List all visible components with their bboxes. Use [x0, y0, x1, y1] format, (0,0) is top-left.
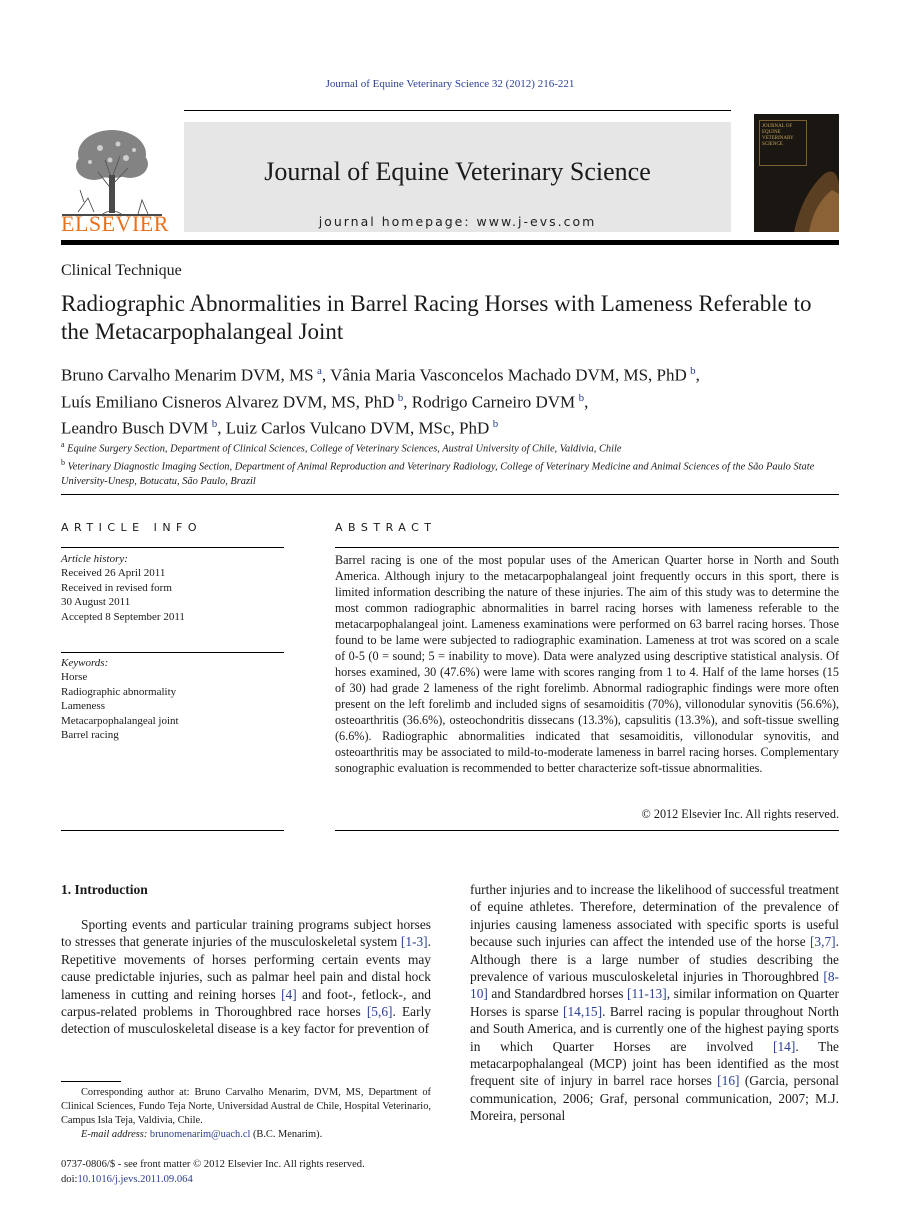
header-thick-rule	[61, 240, 839, 245]
header-rule	[184, 110, 731, 111]
history-item: Received 26 April 2011	[61, 567, 166, 580]
abstract-heading: ABSTRACT	[335, 521, 437, 534]
doi-line	[61, 1173, 441, 1188]
reference-link[interactable]: [1-3]	[400, 934, 428, 950]
author-5-affiliation[interactable]: b	[211, 418, 218, 431]
author-5: Leandro Busch DVM	[61, 418, 209, 438]
keyword: Lameness	[61, 700, 105, 713]
keywords	[61, 656, 284, 742]
doi-label: doi:	[61, 1173, 78, 1185]
author-6: Luiz Carlos Vulcano DVM, MSc, PhD	[225, 418, 490, 438]
article-info-heading: ARTICLE INFO	[61, 521, 203, 534]
email-suffix: (B.C. Menarim).	[250, 1129, 323, 1140]
keyword: Radiographic abnormality	[61, 685, 177, 698]
author-4-affiliation[interactable]: b	[578, 391, 585, 404]
email-label: E-mail address:	[81, 1129, 148, 1140]
reference-link[interactable]: [8-10]	[470, 969, 839, 1002]
keywords-label: Keywords:	[61, 657, 109, 669]
author-separator: ,	[403, 392, 412, 412]
affiliation-b	[61, 456, 841, 488]
abstract-copyright: © 2012 Elsevier Inc. All rights reserved.	[641, 807, 839, 821]
author-4: Rodrigo Carneiro DVM	[411, 392, 576, 412]
journal-citation[interactable]: Journal of Equine Veterinary Science 32 (2012) 216-221	[325, 78, 575, 90]
front-matter-text: 0737-0806/$ - see front matter © 2012 Elsevier Inc. All rights reserved.	[61, 1159, 365, 1170]
history-label: Article history:	[61, 553, 128, 565]
divider	[61, 547, 284, 548]
intro-paragraph: further injuries and to increase the likelihood of successful treatment of equine athletes. Therefore, determination of the prevalence of injuries causing lameness associated with specific sports is useful because such injuries can affect the intended use of the horse [3,7]. Although there is a large number of studies describing the prevalence of various musculoskeletal injuries in Thoroughbred [8-10] and Standardbred horses [11-13], similar information on Quarter Horses is sparse [14,15]. Barrel racing is popular throughout North and South America, and is currently one of the highest paying sports in which Quarter Horses are involved [14]. The metacarpophalangeal (MCP) joint has been identified as the most frequent site of injury in barrel race horses [16] (Garcia, personal communication, 2006; Graf, personal communication, 2007; M.J. Moreira, personal	[470, 882, 840, 1124]
intro-column-2	[470, 881, 839, 1125]
footnote-rule	[61, 1081, 121, 1082]
intro-column-1	[61, 916, 431, 1038]
reference-link[interactable]: [14]	[773, 1038, 796, 1054]
footnote-email-line	[61, 1128, 431, 1142]
history-item: 30 August 2011	[61, 596, 131, 609]
keyword: Horse	[61, 671, 88, 684]
affiliation-mark: b	[61, 458, 65, 468]
author-separator: ,	[695, 365, 700, 385]
history-item: Received in revised form	[61, 581, 172, 594]
intro-paragraph: Sporting events and particular training programs subject horses to stresses that generate injuries of the musculoskeletal system [1-3]. Repetitive movements of horses performing certain events may cause predictable injuries, such as palmar heel pain and distal hock lameness in cutting and reining horses [4] and foot-, fetlock-, and carpus-related problems in Thoroughbred race horses [5,6]. Early detection of musculoskeletal disease is a key factor for prevention of	[61, 917, 431, 1037]
author-6-affiliation[interactable]: b	[492, 418, 499, 431]
divider	[61, 830, 284, 831]
affiliation-mark: a	[61, 440, 65, 449]
reference-link[interactable]: [16]	[717, 1073, 740, 1089]
author-2: Vânia Maria Vasconcelos Machado DVM, MS, PhD	[330, 365, 687, 385]
reference-link[interactable]: [5,6]	[366, 1004, 393, 1020]
introduction-heading: 1. Introduction	[61, 882, 148, 897]
author-1-affiliation[interactable]: a	[317, 365, 322, 377]
keyword: Metacarpophalangeal joint	[61, 714, 179, 727]
divider	[61, 652, 284, 653]
divider	[335, 547, 839, 548]
reference-link[interactable]: [11-13]	[627, 986, 667, 1002]
author-3-affiliation[interactable]: b	[397, 391, 404, 404]
author-separator: ,	[217, 418, 226, 438]
journal-cover-image	[754, 114, 839, 232]
affiliation-text: Veterinary Diagnostic Imaging Section, Department of Animal Reproduction and Veterinary Radiology, College of Veterinary Medicine and Animal Sciences of the São Paulo State University-Unesp, Botucatu, São Paulo, Brazil	[61, 461, 815, 487]
author-separator: ,	[584, 392, 589, 412]
author-3: Luís Emiliano Cisneros Alvarez DVM, MS, PhD	[61, 392, 395, 412]
article-history	[61, 552, 284, 624]
author-2-affiliation[interactable]: b	[690, 365, 696, 377]
article-title: Radiographic Abnormalities in Barrel Racing Horses with Lameness Referable to the Metacarpophalangeal Joint	[61, 291, 812, 344]
author-list	[61, 360, 841, 440]
affiliation-text: Equine Surgery Section, Department of Clinical Sciences, College of Veterinary Sciences, Austral University of Chile, Valdivia, Chile	[67, 443, 622, 455]
front-matter	[61, 1158, 441, 1187]
reference-link[interactable]: [3,7]	[809, 934, 836, 950]
footnote-text: Corresponding author at: Bruno Carvalho Menarim, DVM, MS, Department of Clinical Sciences, Fundo Teja Norte, Universidad Austral de Chile, Hospital Veterinario, Campus Isla Teja, Valdivia, Chile.	[61, 1087, 431, 1126]
doi-link[interactable]: 10.1016/j.jevs.2011.09.064	[77, 1173, 193, 1185]
keyword: Barrel racing	[61, 729, 119, 742]
divider	[335, 830, 839, 831]
reference-link[interactable]: [4]	[281, 986, 297, 1002]
journal-name: Journal of Equine Veterinary Science	[264, 157, 651, 186]
affiliations	[61, 438, 841, 489]
author-1: Bruno Carvalho Menarim DVM, MS	[61, 365, 314, 385]
reference-link[interactable]: [14,15]	[563, 1003, 603, 1019]
affiliation-a	[61, 438, 841, 456]
cover-title: JOURNAL OF EQUINE VETERINARY SCIENCE	[762, 124, 794, 147]
author-separator: ,	[321, 365, 331, 385]
abstract-text: Barrel racing is one of the most popular uses of the American Quarter horse in North and South America. Although injury to the metacarpophalangeal joint frequently occurs in this sport, there is limited information describing the nature of these injuries. The aim of this study was to determine the most common radiographic abnormalities in barrel racing horses with lameness referable to the metacarpophalangeal joint. Lameness examinations were performed on 63 barrel racing horses. Those found to be lame were subjected to radiographic examination. Lameness at trot was scored on a scale of 0-5 (0 = sound; 5 = inability to move). Data were analyzed using descriptive statistical analysis. Of horses examined, 30 (47.6%) were lame with scores ranging from 1 to 4. Half of the lame horses (15 of 30) had grade 2 lameness of the right forelimb. Abnormal radiographic findings were more often present on the left forelimb and included signs of sesamoiditis (70%), villonodular synovitis (56.6%), osteoarthritis (36.6%), osteochondritis dissecans (13.3%), capsulitis (13.3%), and soft-tissue swelling (6.6%). Radiographic abnormalities indicated that sesamoiditis, villonodular synovitis, and osteoarthritis may be associated to mild-to-moderate lameness in barrel racing horses. Complementary sonographic evaluation is recommended to better characterize soft-tissue abnormalities.	[335, 553, 839, 775]
divider	[61, 494, 839, 495]
journal-homepage[interactable]: journal homepage: www.j-evs.com	[318, 214, 597, 229]
section-type: Clinical Technique	[61, 262, 182, 279]
corresponding-author-footnote	[61, 1086, 431, 1142]
elsevier-wordmark: ELSEVIER	[61, 211, 169, 236]
email-link[interactable]: brunomenarim@uach.cl	[149, 1129, 251, 1140]
history-item: Accepted 8 September 2011	[61, 610, 185, 623]
